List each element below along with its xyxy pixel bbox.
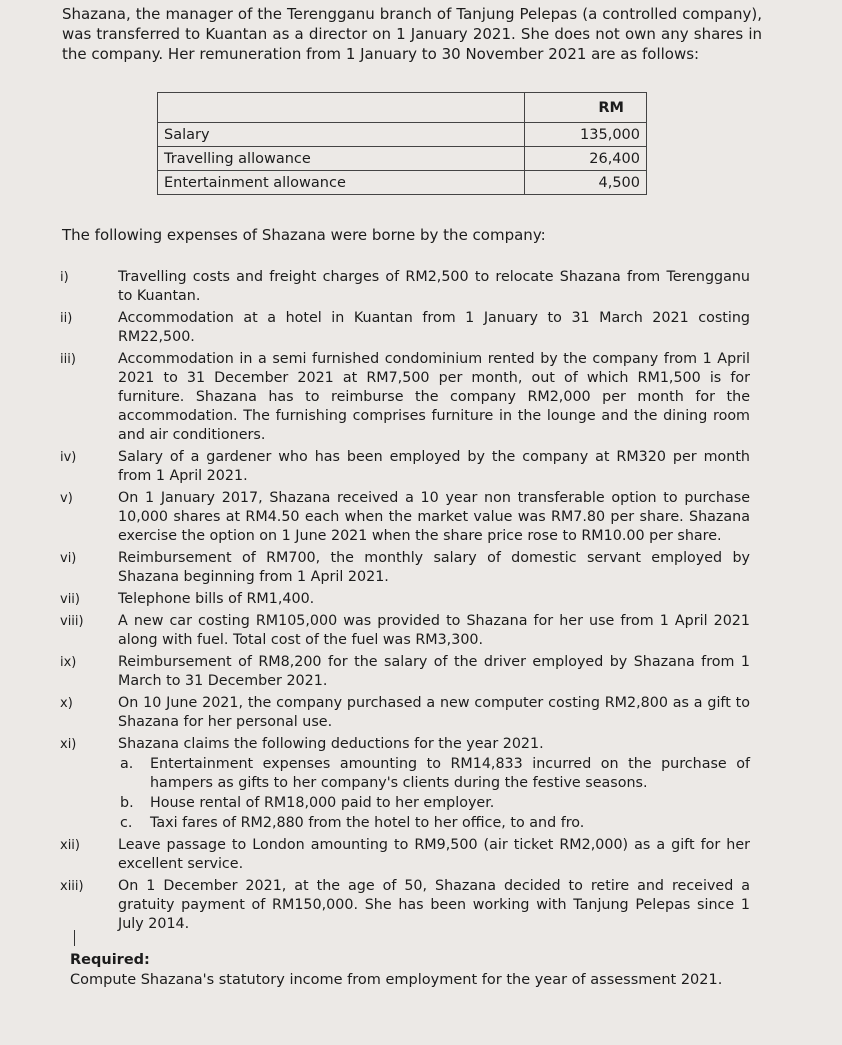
item-number: ii) — [60, 311, 73, 326]
item-number: vii) — [60, 592, 80, 607]
item-text: Reimbursement of RM700, the monthly salary of domestic servant employed by Shazana beginning from 1 April 2021. — [118, 550, 750, 585]
sub-item-text: Taxi fares of RM2,880 from the hotel to her office, to and fro. — [150, 815, 585, 831]
item-number: xi) — [60, 737, 77, 752]
item-text: Reimbursement of RM8,200 for the salary of the driver employed by Shazana from 1 March to 31 December 2021. — [118, 654, 750, 689]
row-amount: 26,400 — [524, 147, 646, 171]
item-text: Travelling costs and freight charges of RM2,500 to relocate Shazana from Terengganu to Kuantan. — [118, 269, 750, 304]
list-item — [60, 877, 750, 934]
sub-item — [118, 794, 750, 813]
expense-list — [60, 268, 750, 937]
table-row — [158, 123, 647, 147]
sub-item — [118, 814, 750, 833]
item-number: vi) — [60, 551, 77, 566]
sub-item — [118, 755, 750, 793]
item-number: i) — [60, 270, 69, 285]
row-label: Entertainment allowance — [158, 171, 525, 195]
item-number: viii) — [60, 614, 84, 629]
item-number: iv) — [60, 450, 77, 465]
item-number: xiii) — [60, 879, 84, 894]
item-number: iii) — [60, 352, 76, 367]
table-row — [158, 147, 647, 171]
sub-item-number: a. — [120, 756, 134, 772]
item-text: Salary of a gardener who has been employed by the company at RM320 per month from 1 April 2021. — [118, 449, 750, 484]
item-number: x) — [60, 696, 73, 711]
intro-paragraph: Shazana, the manager of the Terengganu branch of Tanjung Pelepas (a controlled company), was transferred to Kuantan as a director on 1 January 2021. She does not own any shares in the company. Her remuneration from 1 January to 30 November 2021 are as follows: — [62, 5, 762, 63]
row-label: Salary — [158, 123, 525, 147]
list-item — [60, 735, 750, 833]
list-item — [60, 268, 750, 306]
item-text: A new car costing RM105,000 was provided to Shazana for her use from 1 April 2021 along with fuel. Total cost of the fuel was RM3,300. — [118, 613, 750, 648]
required-title: Required: — [70, 952, 150, 968]
list-item — [60, 694, 750, 732]
sub-item-text: Entertainment expenses amounting to RM14,833 incurred on the purchase of hampers as gifts to her company's clients during the festive seasons. — [150, 756, 750, 791]
item-text: Telephone bills of RM1,400. — [118, 591, 315, 607]
list-item — [60, 549, 750, 587]
sub-item-number: c. — [120, 815, 133, 831]
list-item — [60, 489, 750, 546]
list-item — [60, 612, 750, 650]
remuneration-table — [157, 92, 647, 195]
sub-item-text: House rental of RM18,000 paid to her employer. — [150, 795, 495, 811]
list-item — [60, 590, 750, 609]
item-number: xii) — [60, 838, 80, 853]
item-text: Accommodation at a hotel in Kuantan from 1 January to 31 March 2021 costing RM22,500. — [118, 310, 750, 345]
list-item — [60, 309, 750, 347]
list-item — [60, 836, 750, 874]
row-amount: 135,000 — [524, 123, 646, 147]
table-blank-header — [158, 93, 525, 123]
expenses-lead: The following expenses of Shazana were borne by the company: — [62, 226, 546, 244]
table-header-row — [158, 93, 647, 123]
item-text: On 10 June 2021, the company purchased a new computer costing RM2,800 as a gift to Shazana for her personal use. — [118, 695, 750, 730]
item-text: Accommodation in a semi furnished condominium rented by the company from 1 April 2021 to 31 December 2021 at RM7,500 per month, out of which RM1,500 is for furniture. Shazana has to reimburse the company RM2,000 per month for the accommodation. The furnishing comprises furniture in the lounge and the dining room and air conditioners. — [118, 351, 750, 443]
item-body — [118, 735, 750, 833]
list-item — [60, 653, 750, 691]
table-header-rm: RM — [524, 93, 646, 123]
required-text: Compute Shazana's statutory income from employment for the year of assessment 2021. — [70, 972, 723, 988]
item-text: Leave passage to London amounting to RM9,500 (air ticket RM2,000) as a gift for her excellent service. — [118, 837, 750, 872]
row-amount: 4,500 — [524, 171, 646, 195]
item-number: v) — [60, 491, 73, 506]
sub-item-number: b. — [120, 795, 134, 811]
table-row — [158, 171, 647, 195]
list-item — [60, 350, 750, 445]
item-text: On 1 January 2017, Shazana received a 10 year non transferable option to purchase 10,000 shares at RM4.50 each when the market value was RM7.80 per share. Shazana exercise the option on 1 June 2021 when the share price rose to RM10.00 per share. — [118, 490, 750, 544]
item-text: On 1 December 2021, at the age of 50, Shazana decided to retire and received a gratuity payment of RM150,000. She has been working with Tanjung Pelepas since 1 July 2014. — [118, 878, 750, 932]
text-cursor — [74, 930, 75, 946]
row-label: Travelling allowance — [158, 147, 525, 171]
list-item — [60, 448, 750, 486]
required-section — [70, 950, 722, 990]
item-text: Shazana claims the following deductions for the year 2021. — [118, 736, 544, 752]
item-number: ix) — [60, 655, 77, 670]
